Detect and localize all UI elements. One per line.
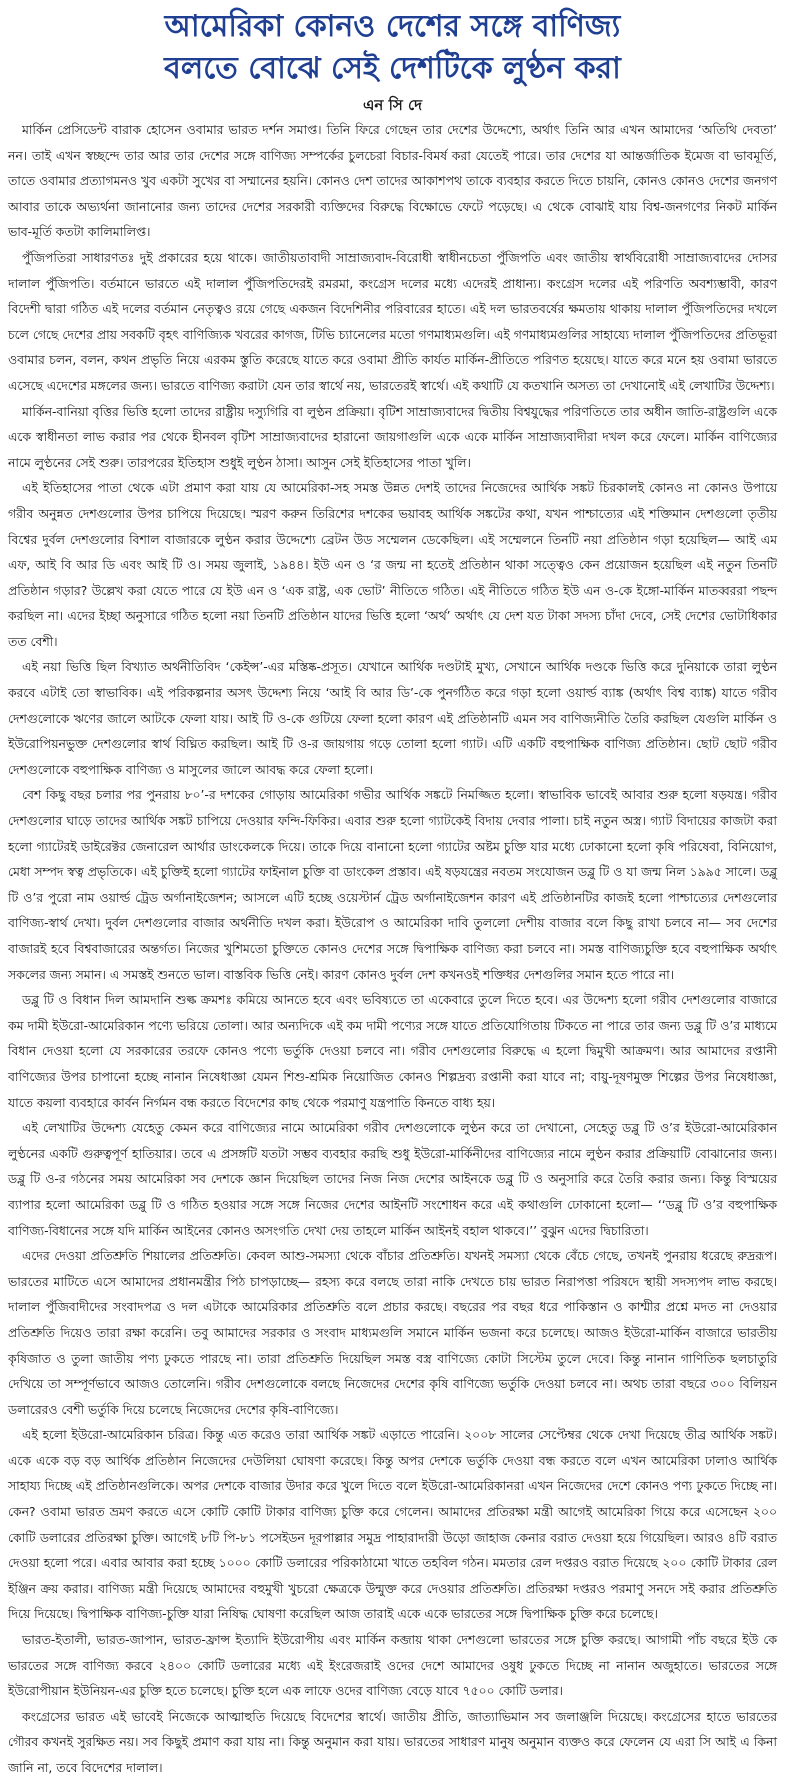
paragraph: এই হলো ইউরো-আমেরিকান চরিত্র। কিন্তু এত করেও তারা আর্থিক সঙ্কট এড়াতে পারেনি। ২০০৮ সালের সেপ্টেম্বর থেকে দেখা দিয়েছে তীব্র আর্থিক সঙ্কট। একে একে বড় বড় আর্থিক প্রতিষ্ঠান নিজেদের দেউলিয়া ঘোষণা করেছে। কিন্তু অপর দেশকে ভর্তুকি দেওয়া বন্ধ করতে বলে এখন আমেরিকা ঢালাও আর্থিক সাহায্য দিচ্ছে এই প্রতিষ্ঠানগুলিকে। অপর দেশকে বাজার উদার করে খুলে দিতে বলে ইউরো-আমেরিকানরা এখন নিজেদের দেশে কোনও পণ্য ঢুকতে দিচ্ছে না। কেন? ওবামা ভারত ভ্রমণ করতে এসে কোটি কোটি টাকার বাণিজ্য চুক্তি করে গেলেন। আমাদের প্রতিরক্ষা মন্ত্রী আগেই আমেরিকা গিয়ে করে এসেছেন ২০০ কোটি ডলারের প্রতিরক্ষা চুক্তি। আগেই ৮টি পি-৮১ পসেইডন দূরপাল্লার সমুদ্র পাহারাদারী উড়ো জাহাজ কেনার বরাত দেওয়া হয়ে গিয়েছিল। আরও ৪টি বরাত দেওয়া হলো পরে। এবার আবার করা হচ্ছে ১০০০ কোটি ডলারের পরিকাঠামো খাতে তহবিল গঠন। মমতার রেল দপ্তরও বরাত দিয়েছে ২০০ কোটি টাকার রেল ইঞ্জিন ক্রয় করার। বাণিজ্য মন্ত্রী দিয়েছে আমাদের বহুমুখী খুচরো ক্ষেত্রকে উন্মুক্ত করে দেওয়ার প্রতিশ্রুতি। প্রতিরক্ষা দপ্তরও পরমাণু সনদে সই করার প্রতিশ্রুতি দিয়ে দিয়েছে। দ্বিপাক্ষিক বাণিজ্য-চুক্তি যারা নিষিদ্ধ ঘোষণা করেছিল আজ তারাই একে একে ভারতের সঙ্গে দ্বিপাক্ষিক চুক্তি করে চলেছে। — [8, 1428, 777, 1622]
paragraph: ভারত-ইতালী, ভারত-জাপান, ভারত-ফ্রান্স ইত্যাদি ইউরোপীয় এবং মার্কিন কব্জায় থাকা দেশগুলো ভারতের সঙ্গে চুক্তি করছে। আগামী পাঁচ বছরে ইউ কে ভারতের সঙ্গে বাণিজ্য করবে ২৪০০ কোটি ডলারের মধ্যে এই ইংরেজরাই ওদের দেশে আমাদের ওষুধ ঢুকতে দিচ্ছে না নানান অজুহাতে। ভারতের সঙ্গে ইউরোপীয়ান ইউনিয়ন-এর চুক্তি হতে চলেছে। চুক্তি হলে এক লাফে ওদের বাণিজ্য বেড়ে যাবে ৭৫০০ কোটি ডলার। — [8, 1633, 777, 1699]
paragraph: মার্কিন-বানিয়া বৃত্তির ভিত্তি হলো তাদের রাষ্ট্রীয় দস্যুগিরি বা লুণ্ঠন প্রক্রিয়া। বৃটিশ সাম্রাজ্যবাদের দ্বিতীয় বিশ্বযুদ্ধের পরিণতিতে তার অধীন জাতি-রাষ্ট্রগুলি একে একে স্বাধীনতা লাভ করার পর থেকে হীনবল বৃটিশ সাম্রাজ্যবাদের হারানো জায়গাগুলি একে একে মার্কিন সাম্রাজ্যবাদীরা দখল করে ফেলে। মার্কিন বাণিজ্যের নামে লুণ্ঠনের সেই শুরু। তারপরের ইতিহাস শুধুই লুণ্ঠন ঠাসা। আসুন সেই ইতিহাসের পাতা খুলি। — [8, 404, 777, 470]
headline-line-2: বলতে বোঝে সেই দেশটিকে লুণ্ঠন করা — [164, 51, 621, 86]
paragraph: পুঁজিপতিরা সাধারণতঃ দুই প্রকারের হয়ে থাকে। জাতীয়তাবাদী সাম্রাজ্যবাদ-বিরোধী স্বাধীনচেতা পুঁজিপতি এবং জাতীয় স্বার্থবিরোধী সাম্রাজ্যবাদের দোসর দালাল পুঁজিপতি। বর্তমানে ভারতে এই দালাল পুঁজিপতিদেরই রমরমা, কংগ্রেস দলের মধ্যে এদেরই প্রাধান্য। কংগ্রেস দলের এই পরিণতি অবশ্যম্ভাবী, কারণ বিদেশী দ্বারা গঠিত এই দলের বর্তমান নেতৃত্বও রয়ে গেছে একজন বিদেশিনীর পরিবারের হাতে। এই দল ভারতবর্ষের ক্ষমতায় থাকায় দালাল পুঁজিপতিদের দখলে চলে গেছে দেশের প্রায় সবকটি বৃহৎ বাণিজ্যিক খবরের কাগজ, টিভি চ্যানেলের মতো গণমাধ্যমগুলি। এই গণমাধ্যমগুলির সাহায্যে দালাল পুঁজিপতিদের প্রতিভূরা ওবামার চলন, বলন, কথন প্রভৃতি নিয়ে এরকম স্তুতি করেছে যাতে করে ওবামা প্রীতি কার্যত মার্কিন-প্রীতিতে পরিণত হয়েছে। যাতে করে মনে হয় ওবামা ভারতে এসেছে এদেশের মঙ্গলের জন্য। ভারতে বাণিজ্য করাটা যেন তার স্বার্থে নয়, ভারতেরই স্বার্থে। এই কথাটি যে কতখানি অসত্য তা দেখানোই এই লেখাটির উদ্দেশ্য। — [8, 250, 777, 393]
headline — [8, 6, 777, 90]
headline-line-1: আমেরিকা কোনও দেশের সঙ্গে বাণিজ্য — [164, 9, 621, 44]
paragraph: ডব্লু টি ও বিধান দিল আমদানি শুল্ক ক্রমশঃ কমিয়ে আনতে হবে এবং ভবিষ্যতে তা একেবারে তুলে দিতে হবে। এর উদ্দেশ্য হলো গরীব দেশগুলোর বাজারে কম দামী ইউরো-আমেরিকান পণ্যে ভরিয়ে তোলা। আর অন্যদিকে এই কম দামী পণ্যের সঙ্গে যাতে প্রতিযোগিতায় টিকতে না পারে তার জন্য ডব্লু টি ও’র মাধ্যমে বিধান দেওয়া হলো যে সরকারের তরফে কোনও পণ্যে ভর্তুকি দেওয়া চলবে না। গরীব দেশগুলোর বিরুদ্ধে এ হলো দ্বিমুখী আক্রমণ। আর আমাদের রপ্তানী বাণিজ্যের উপর চাপানো হচ্ছে নানান নিষেধাজ্ঞা যেমন শিশু-শ্রমিক নিয়োজিত কোনও শিল্পদ্রব্য রপ্তানী করা যাবে না; বায়ু-দূষণমুক্ত শিল্পের উপর নিষেধাজ্ঞা, যাতে কয়লা ব্যবহারে কার্বন নির্গমন বন্ধ করতে বিদেশের কাছ থেকে পরমাণু যন্ত্রপাতি কিনতে বাধ্য হয়। — [8, 993, 777, 1110]
paragraph: এদের দেওয়া প্রতিশ্রুতি শিয়ালের প্রতিশ্রুতি। কেবল আশু-সমস্যা থেকে বাঁচার প্রতিশ্রুতি। যখনই সমস্যা থেকে বেঁচে গেছে, তখনই পুনরায় ধরেছে রুদ্ররূপ। ভারতের মাটিতে এসে আমাদের প্রধানমন্ত্রীর পিঠ চাপড়াচ্ছে— রহস্য করে বলছে তারা নাকি দেখতে চায় ভারত নিরাপত্তা পরিষদে স্থায়ী সদস্যপদ লাভ করছে। দালাল পুঁজিবাদীদের সংবাদপত্র ও দল এটাকে আমেরিকার প্রতিশ্রুতি বলে প্রচার করছে। বছরের পর বছর ধরে পাকিস্তান ও কাশ্মীর প্রশ্নে মদত না দেওয়ার প্রতিশ্রুতি দিয়েও তারা রক্ষা করেনি। তবু আমাদের সরকার ও সংবাদ মাধ্যমগুলি সমানে মার্কিন ভজনা করে চলেছে। আজও ইউরো-মার্কিন বাজারে ভারতীয় কৃষিজাত ও তুলা জাতীয় পণ্য ঢুকতে পারছে না। তারা প্রতিশ্রুতি দিয়েছিল সমস্ত বস্ত্র বাণিজ্যে কোটা সিস্টেম তুলে দেবে। কিন্তু নানান গাণিতিক ছলচাতুরি দেখিয়ে তা সম্পূর্ণভাবে আজও তোলেনি। গরীব দেশগুলোকে বলছে নিজেদের দেশের কৃষি বাণিজ্যে ভর্তুকি দেওয়া চলবে না। অথচ তারা বছরে ৩০০ বিলিয়ন ডলারেরও বেশী ভর্তুকি দিয়ে চলেছে নিজেদের দেশের কৃষি-বাণিজ্যে। — [8, 1249, 777, 1417]
paragraph: কংগ্রেসের ভারত এই ভাবেই নিজেকে আত্মাহুতি দিয়েছে বিদেশের স্বার্থে। জাতীয় প্রীতি, জাত্যাভিমান সব জলাঞ্জলি দিয়েছে। কংগ্রেসের হাতে ভারতের গৌরব কখনই সুরক্ষিত নয়। সব কিছুই প্রমাণ করা যায় না। কিন্তু অনুমান করা যায়। ভারতের সাধারণ মানুষ অনুমান ব্যক্তও করে ফেলেন যে এরা সি আই এ কিনা জানি না, তবে বিদেশের দালাল। — [8, 1709, 777, 1775]
paragraph: এই ইতিহাসের পাতা থেকে এটা প্রমাণ করা যায় যে আমেরিকা-সহ সমস্ত উন্নত দেশই তাদের নিজেদের আর্থিক সঙ্কট চিরকালই কোনও না কোনও উপায়ে গরীব অনুন্নত দেশগুলোর উপর চাপিয়ে দিয়েছে। স্মরণ করুন তিরিশের দশকের ভয়াবহ আর্থিক সঙ্কটের কথা, যখন পাশ্চাত্যের এই শক্তিমান দেশগুলো তৃতীয় বিশ্বের দুর্বল দেশগুলোর বিশাল বাজারকে লুণ্ঠন করার উদ্দেশ্যে ব্রেটন উড সম্মেলন ডেকেছিল। এই সম্মেলনে তিনটি নয়া প্রতিষ্ঠান গড়া হয়েছিল— আই এম এফ, আই বি আর ডি এবং আই টি ও। সময় জুলাই, ১৯৪৪। ইউ এন ও ‘র জন্ম না হতেই প্রতিষ্ঠান থাকা সত্ত্বেও কেন প্রয়োজন হয়েছিল এই নতুন তিনটি প্রতিষ্ঠান গড়ার? উল্লেখ করা যেতে পারে যে ইউ এন ও ‘এক রাষ্ট্র, এক ভোট’ নীতিতে গঠিত। এই নীতিতে গঠিত ইউ এন ও-কে ইঙ্গো-মার্কিন মাতব্বররা পছন্দ করছিল না। এদের ইচ্ছা অনুসারে গঠিত হলো নয়া তিনটি প্রতিষ্ঠান যাদের ভিত্তি হলো ‘অর্থ’ অর্থাৎ যে দেশ যত টাকা সদস্য চাঁদা দেবে, সেই দেশের ভোটাধিকার তত বেশী। — [8, 481, 777, 649]
paragraph: মার্কিন প্রেসিডেন্ট বারাক হোসেন ওবামার ভারত দর্শন সমাপ্ত। তিনি ফিরে গেছেন তার দেশের উদ্দেশ্যে, অর্থাৎ তিনি আর এখন আমাদের ‘অতিথি দেবতা’ নন। তাই এখন স্বচ্ছন্দে তার আর তার দেশের সঙ্গে বাণিজ্য সম্পর্কের চুলচেরা বিচার-বিমর্ষ করা যেতেই পারে। তার দেশের যা আন্তর্জাতিক ইমেজ বা ভাবমূর্তি, তাতে ওবামার প্রত্যাগমনও খুব একটা সুখের বা সম্মানের হয়নি। কোনও দেশ তাদের আকাশপথ তাকে ব্যবহার করতে দিতে চায়নি, কোনও কোনও দেশের জনগণ আবার তাকে অভ্যর্থনা জানানোর জন্য তাদের দেশের সরকারী ব্যক্তিদের বিরুদ্ধে বিক্ষোভে ফেটে পড়েছে। এ থেকে বোঝাই যায় বিশ্ব-জনগণের নিকট মার্কিন ভাব-মূর্তি কতটা কালিমালিপ্ত। — [8, 123, 777, 240]
paragraph: এই নয়া ভিত্তি ছিল বিখ্যাত অর্থনীতিবিদ ‘কেইন্স’-এর মস্তিষ্ক-প্রসূত। যেখানে আর্থিক দণ্ডটাই মুখ্য, সেখানে আর্থিক দণ্ডকে ভিত্তি করে দুনিয়াকে তারা লুণ্ঠন করবে এটাই তো স্বাভাবিক। এই পরিকল্পনার অসৎ উদ্দেশ্য নিয়ে ‘আই বি আর ডি’-কে পুনর্গঠিত করে গড়া হলো ওয়ার্ল্ড ব্যাঙ্ক (অর্থাৎ বিশ্ব ব্যাঙ্ক) যাতে গরীব দেশগুলোকে ঋণের জালে আটকে ফেলা যায়। আই টি ও-কে গুটিয়ে ফেলা হলো কারণ এই প্রতিষ্ঠানটি এমন সব বাণিজ্যনীতি তৈরি করছিল যেগুলি মার্কিন ও ইউরোপিয়নভুক্ত দেশগুলোর স্বার্থ বিঘ্নিত করছিল। আই টি ও-র জায়গায় গড়ে তোলা হলো গ্যাট। এটি একটি বহুপাক্ষিক বাণিজ্য প্রতিষ্ঠান। ছোট ছোট গরীব দেশগুলোকে বহুপাক্ষিক বাণিজ্য ও মাসুলের জালে আবদ্ধ করে ফেলা হলো। — [8, 660, 777, 777]
author-byline: এন সি দে — [363, 96, 422, 114]
paragraph: বেশ কিছু বছর চলার পর পুনরায় ৮০’-র দশকের গোড়ায় আমেরিকা গভীর আর্থিক সঙ্কটে নিমজ্জিত হলো। স্বাভাবিক ভাবেই আবার শুরু হলো ষড়যন্ত্র। গরীব দেশগুলোর ঘাড়ে তাদের আর্থিক সঙ্কট চাপিয়ে দেওয়ার ফন্দি-ফিকির। এবার শুরু হলো গ্যাটকেই বিদায় দেবার পালা। চাই নতুন অস্ত্র। গ্যাট বিদায়ের কাজটা করা হলো গ্যাটেরই ডাইরেক্টর জেনারেল আর্থার ডাংকেলকে দিয়ে। তাকে দিয়ে বানানো হলো গ্যাটের অষ্টম চুক্তি যার মধ্যে ঢোকানো হলো কৃষি পরিষেবা, বিনিয়োগ, মেধা সম্পদ স্বত্ব প্রভৃতিকে। এই চুক্তিই হলো গ্যাটের ফাইনাল চুক্তি বা ডাংকেল প্রস্তাব। এই ষড়যন্ত্রের নবতম সংযোজন ডব্লু টি ও যা জন্ম নিল ১৯৯৫ সালে। ডব্লু টি ও’র পুরো নাম ওয়ার্ল্ড ট্রেড অর্গানাইজেশন; আসলে এটি হচ্ছে ওয়েস্টার্ন ট্রেড অর্গানাইজেশন কারণ এই প্রতিষ্ঠানটির কাজই হলো পাশ্চাত্যের দেশগুলোর বাণিজ্য-স্বার্থ দেখা। দুর্বল দেশগুলোর বাজার অর্থনীতি দখল করা। ইউরোপ ও আমেরিকা দাবি তুললো দেশীয় বাজার বলে কিছু রাখা চলবে না— সব দেশের বাজারই হবে বিশ্ববাজারের অন্তর্গত। নিজের খুশিমতো চুক্তিতে কোনও দেশের সঙ্গে দ্বিপাক্ষিক বাণিজ্য করা চলবে না। সমস্ত বাণিজ্যচুক্তি হবে বহুপাক্ষিক অর্থাৎ সকলের জন্য সমান। এ সমস্তই শুনতে ভাল। বাস্তবিক ভিত্তি নেই। কারণ কোনও দুর্বল দেশ কখনওই শক্তিধর দেশগুলির সমান হতে পারে না। — [8, 788, 777, 982]
article-body — [8, 118, 777, 1782]
paragraph: এই লেখাটির উদ্দেশ্য যেহেতু কেমন করে বাণিজ্যের নামে আমেরিকা গরীব দেশগুলোকে লুণ্ঠন করে তা দেখানো, সেহেতু ডব্লু টি ও’র ইউরো-আমেরিকান লুণ্ঠনের একটি গুরুত্বপূর্ণ হাতিয়ার। তবে এ প্রসঙ্গটি যতটা সম্ভব ব্যবহার করছি শুধু ইউরো-মার্কিনীদের বাণিজ্যের নামে লুণ্ঠন করার প্রক্রিয়াটি বোঝানোর জন্য। ডব্লু টি ও-র গঠনের সময় আমেরিকা সব দেশকে জ্ঞান দিয়েছিল তাদের নিজ নিজ দেশের আইনকে ডব্লু টি ও অনুসারি করে তৈরি করার জন্য। কিন্তু বিস্ময়ের ব্যাপার হলো আমেরিকা ডব্লু টি ও গঠিত হওয়ার সঙ্গে সঙ্গে নিজের দেশের আইনটি সংশোধন করে এই কথাগুলি ঢোকানো হলো— ‘‘ডব্লু টি ও’র বহুপাক্ষিক বাণিজ্য-বিধানের সঙ্গে যদি মার্কিন আইনের কোনও অসংগতি দেখা দেয় তাহলে মার্কিন আইনই বহাল থাকবে।’’ বুঝুন এদের দ্বিচারিতা। — [8, 1121, 777, 1238]
